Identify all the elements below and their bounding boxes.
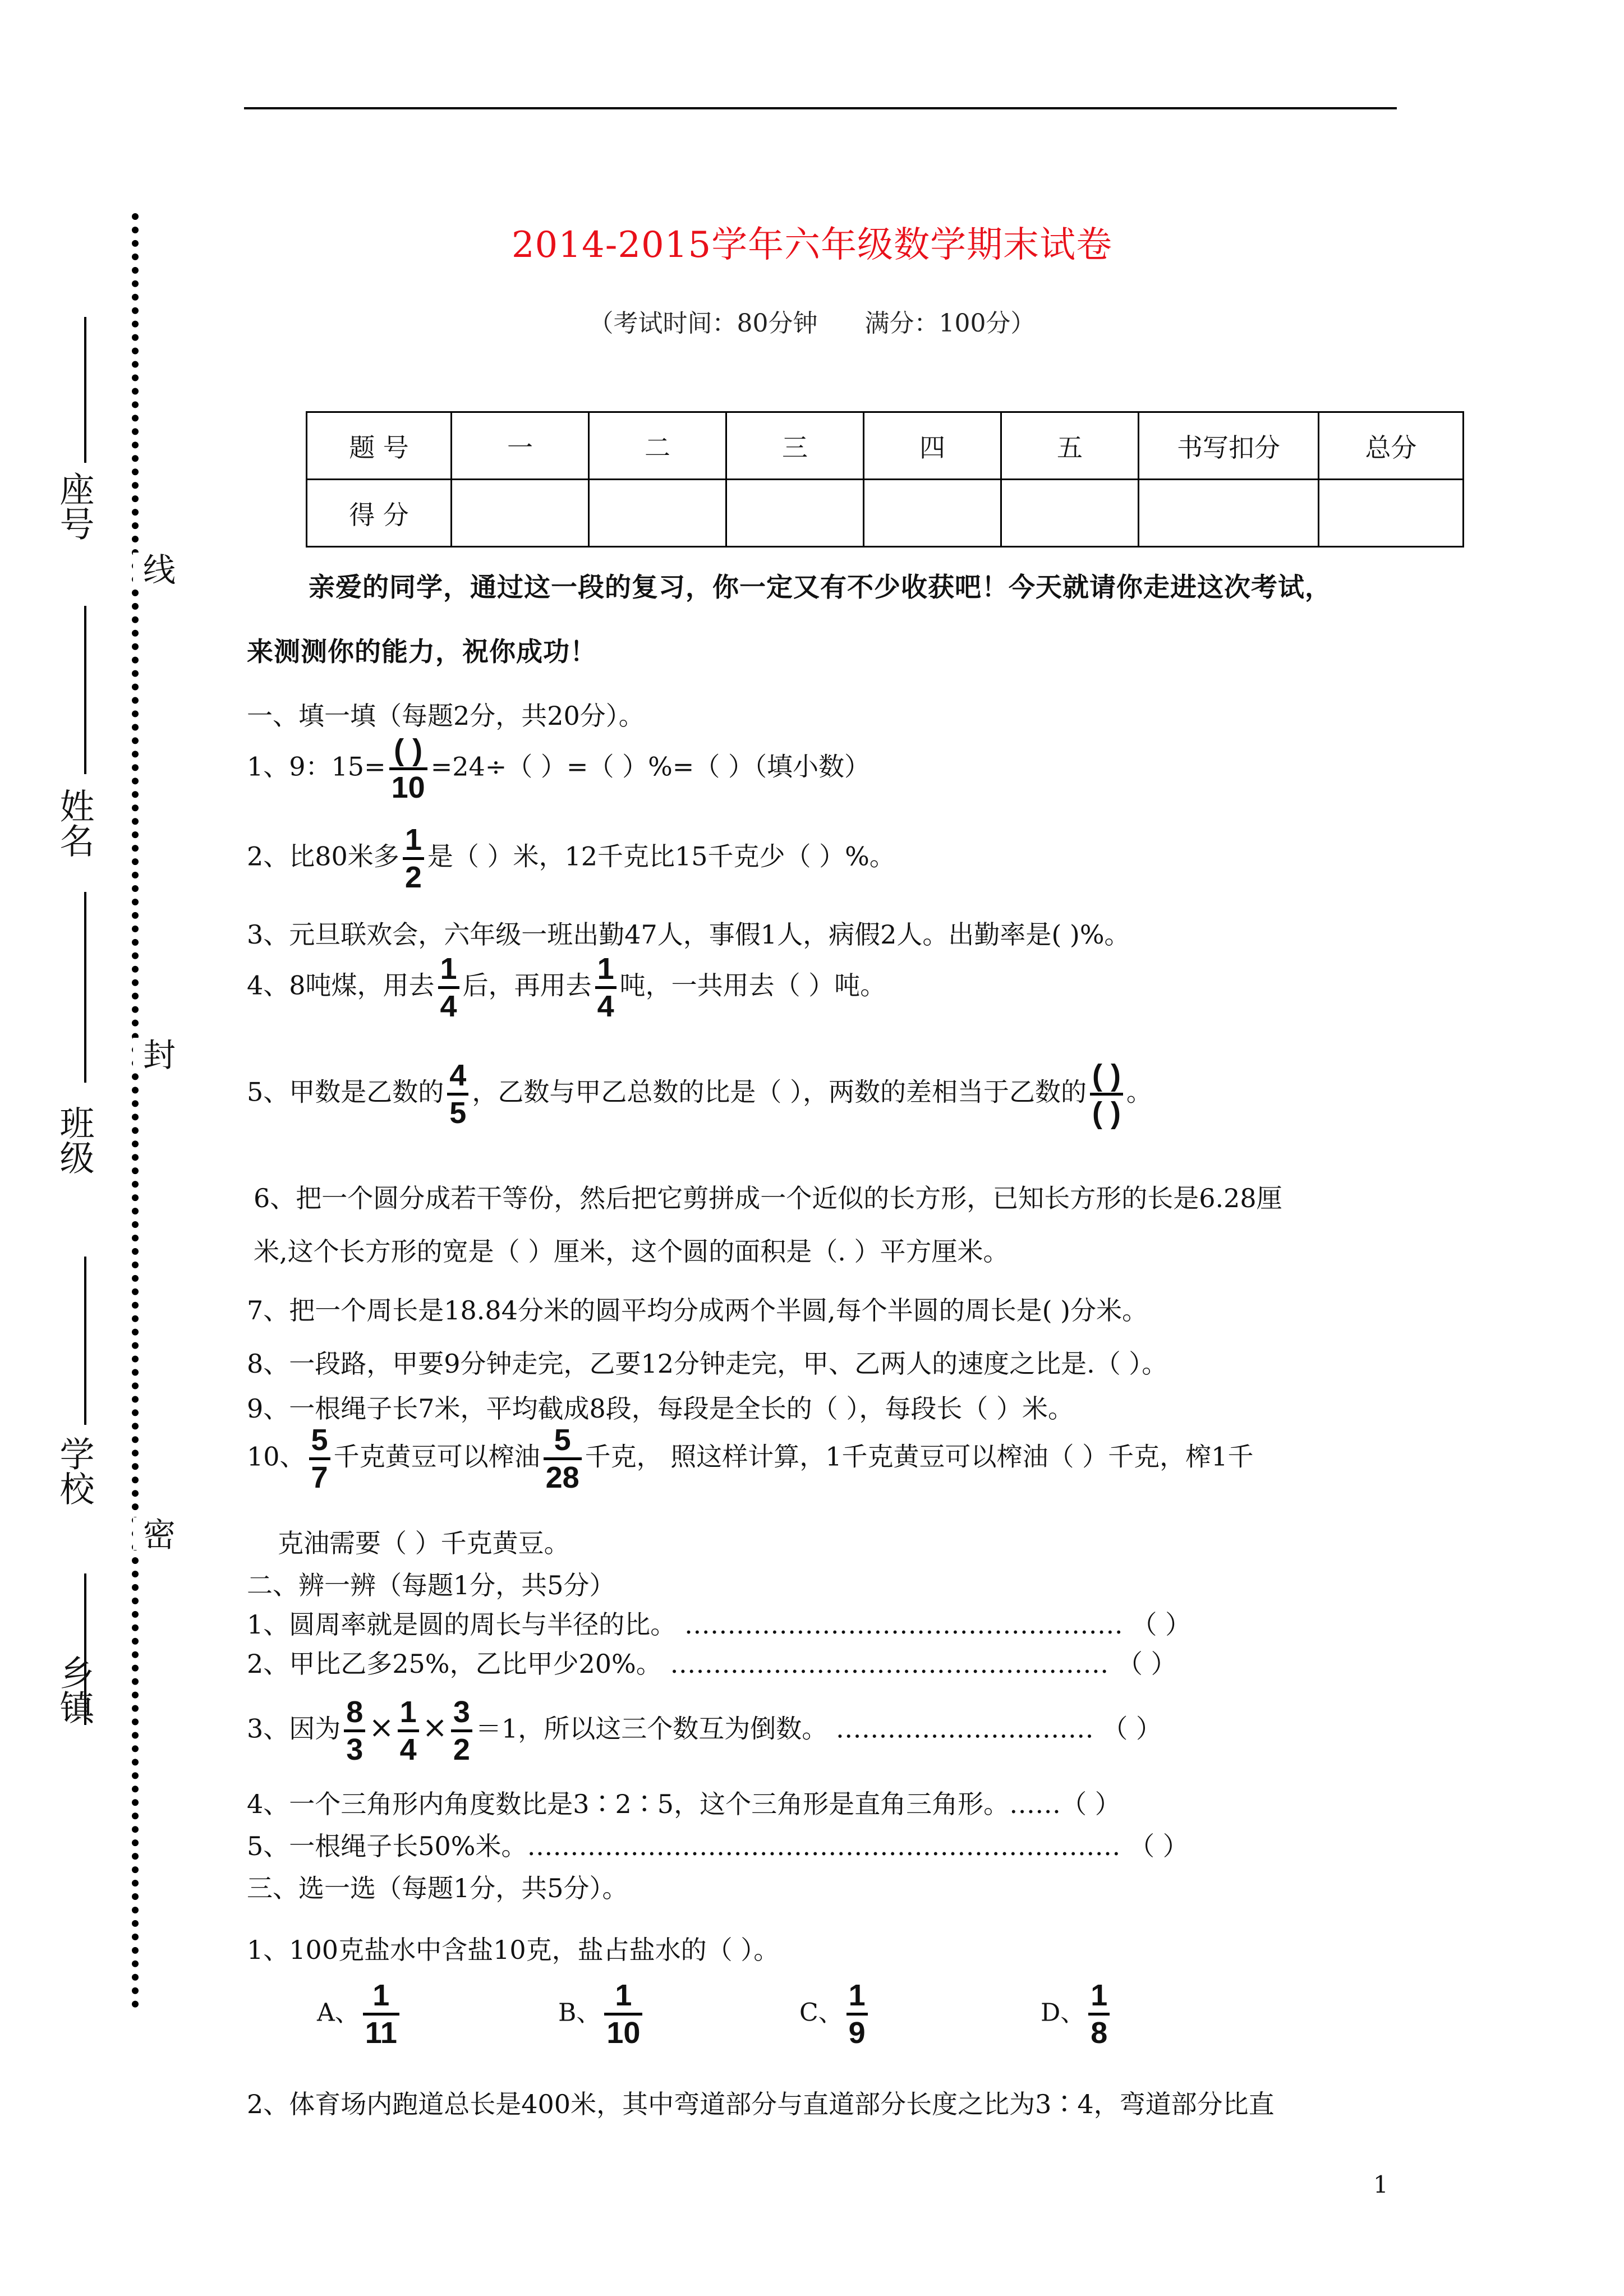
score-table-cell: 题 号	[307, 412, 452, 480]
question-3-1-options	[317, 1980, 1282, 2048]
fraction-denominator: 7	[311, 1461, 328, 1494]
question-1-4	[247, 954, 886, 1022]
score-input-cell[interactable]	[1001, 480, 1139, 547]
q-text: 是（ ）米，12千克比15千克少（ ）%。	[427, 841, 895, 872]
fraction	[438, 954, 459, 1022]
fraction-denominator: 11	[365, 2016, 397, 2050]
page-number: 1	[1373, 2171, 1388, 2198]
fraction	[403, 825, 424, 892]
question-1-2	[247, 825, 895, 892]
fraction-denominator: 4	[440, 990, 457, 1023]
fraction-numerator: ( )	[1090, 1060, 1123, 1096]
seat-label: 座号	[54, 471, 95, 541]
option-label: A、	[317, 1998, 360, 2027]
score-table-cell: 总分	[1319, 412, 1464, 480]
fraction	[1090, 1060, 1123, 1128]
score-input-cell[interactable]	[1139, 480, 1319, 547]
fraction	[344, 1697, 365, 1765]
section1-heading: 一、填一填（每题2分，共20分）。	[247, 701, 645, 731]
question-1-1	[247, 735, 870, 803]
option-label: D、	[1041, 1998, 1085, 2027]
fraction-numerator: ( )	[389, 735, 427, 770]
score-table-cell: 一	[452, 412, 589, 480]
score-input-cell[interactable]	[864, 480, 1001, 547]
score-table	[306, 411, 1464, 547]
section2-heading: 二、辨一辨（每题1分，共5分）	[247, 1570, 615, 1600]
score-table-cell: 四	[864, 412, 1001, 480]
top-rule	[244, 107, 1397, 109]
fraction-numerator: 1	[438, 954, 459, 989]
school-label: 学校	[54, 1436, 95, 1506]
exam-title: 2014-2015学年六年级数学期末试卷	[511, 224, 1113, 266]
score-input-cell[interactable]	[1319, 480, 1464, 547]
fraction	[398, 1697, 419, 1765]
question-2-5: 5、一根绳子长50%米。…………………………………………………………… （ ）	[247, 1831, 1189, 1861]
fraction-denominator: 5	[449, 1096, 467, 1130]
secret-mark: 密	[133, 1517, 180, 1550]
score-row-label: 得 分	[307, 480, 452, 547]
option-a[interactable]	[317, 1980, 558, 2048]
q-text: 3、因为	[247, 1713, 341, 1744]
question-1-9: 9、一根绳子长7米，平均截成8段，每段是全长的（ ），每段长（ ）米。	[247, 1393, 1074, 1424]
score-table-cell: 二	[589, 412, 726, 480]
fraction	[1088, 1980, 1110, 2048]
question-1-3: 3、元旦联欢会，六年级一班出勤47人，事假1人，病假2人。出勤率是( )%。	[247, 919, 1130, 950]
option-d[interactable]	[1041, 1980, 1282, 2048]
score-table-cell: 书写扣分	[1139, 412, 1319, 480]
fraction	[363, 1980, 399, 2048]
class-blank-line	[84, 892, 86, 1083]
name-blank-line	[84, 606, 86, 774]
q-text: 4、8吨煤，用去	[247, 970, 435, 1001]
fraction-numerator: 1	[604, 1980, 642, 2016]
fraction-denominator: 4	[597, 990, 614, 1023]
score-input-cell[interactable]	[452, 480, 589, 547]
fraction-denominator: ( )	[1092, 1096, 1121, 1130]
fraction-denominator: 28	[545, 1461, 579, 1494]
intro-line-2: 来测测你的能力，祝你成功！	[247, 637, 597, 668]
q-text: 2、比80米多	[247, 841, 399, 872]
question-1-7: 7、把一个周长是18.84分米的圆平均分成两个半圆,每个半圆的周长是( )分米。	[247, 1295, 1148, 1326]
score-table-score-row	[307, 480, 1464, 547]
question-3-2: 2、体育场内跑道总长是400米，其中弯道部分与直道部分长度之比为3∶4，弯道部分比直	[247, 2089, 1275, 2119]
question-2-1: 1、圆周率就是圆的周长与半径的比。 …………………………………………… （ ）	[247, 1609, 1191, 1640]
question-1-8: 8、一段路，甲要9分钟走完，乙要12分钟走完，甲、乙两人的速度之比是.（ ）。	[247, 1349, 1168, 1379]
option-c[interactable]	[799, 1980, 1041, 2048]
fraction-numerator: 3	[451, 1697, 472, 1732]
question-1-10b: 克油需要（ ）千克黄豆。	[278, 1528, 570, 1558]
seal-mark: 封	[133, 1038, 180, 1070]
line-mark: 线	[133, 553, 180, 585]
score-input-cell[interactable]	[589, 480, 726, 547]
fraction-denominator: 2	[404, 861, 422, 894]
fraction-denominator: 10	[606, 2016, 641, 2050]
question-2-4: 4、一个三角形内角度数比是3∶2∶5，这个三角形是直角三角形。……（ ）	[247, 1789, 1121, 1819]
score-input-cell[interactable]	[726, 480, 864, 547]
q-text: 。	[1126, 1076, 1152, 1107]
seat-blank-line	[84, 317, 86, 463]
q-text: 后，再用去	[462, 970, 592, 1001]
question-1-6a: 6、把一个圆分成若干等份，然后把它剪拼成一个近似的长方形，已知长方形的长是6.28厘	[254, 1183, 1282, 1213]
option-b[interactable]	[558, 1980, 799, 2048]
fraction-numerator: 4	[447, 1060, 468, 1096]
fraction	[451, 1697, 472, 1765]
q-text: 10、	[247, 1441, 306, 1472]
fraction	[544, 1425, 582, 1493]
fraction-denominator: 4	[399, 1733, 417, 1766]
q-text: ，乙数与甲乙总数的比是（ ），两数的差相当于乙数的	[472, 1076, 1087, 1107]
q-text: ＝1，所以这三个数互为倒数。 ………………………… （ ）	[475, 1713, 1162, 1744]
times-sign: ×	[422, 1709, 448, 1745]
school-blank-line	[84, 1257, 86, 1425]
fraction	[604, 1980, 642, 2048]
fraction-denominator: 3	[346, 1733, 364, 1766]
fraction-numerator: 5	[544, 1425, 582, 1460]
fraction-denominator: 8	[1091, 2016, 1108, 2050]
question-2-2: 2、甲比乙多25%，乙比甲少20%。 …………………………………………… （ ）	[247, 1649, 1177, 1679]
fraction-denominator: 9	[848, 2016, 866, 2050]
binding-dotted-line	[132, 213, 139, 2008]
q-text: 千克， 照这样计算，1千克黄豆可以榨油（ ）千克，榨1千	[585, 1441, 1254, 1472]
name-label: 姓名	[54, 788, 95, 858]
question-1-5	[247, 1060, 1152, 1128]
town-label: 乡镇	[54, 1655, 95, 1724]
fraction	[595, 954, 617, 1022]
fraction-numerator: 1	[595, 954, 617, 989]
fraction-denominator: 10	[391, 771, 425, 804]
fraction	[389, 735, 427, 803]
score-table-cell: 三	[726, 412, 864, 480]
fraction-denominator: 2	[453, 1733, 470, 1766]
section3-heading: 三、选一选（每题1分，共5分）。	[247, 1873, 628, 1903]
intro-line-1: 亲爱的同学，通过这一段的复习，你一定又有不少收获吧！今天就请你走进这次考试，	[309, 572, 1332, 603]
question-1-10	[247, 1425, 1253, 1493]
q-text: 5、甲数是乙数的	[247, 1076, 444, 1107]
class-label: 班级	[54, 1105, 95, 1175]
fraction-numerator: 1	[398, 1697, 419, 1732]
exam-subtitle: （考试时间：80分钟 满分：100分）	[588, 309, 1036, 338]
fraction-numerator: 1	[403, 825, 424, 860]
q-text: 吨，一共用去（ ）吨。	[619, 970, 886, 1001]
fraction	[309, 1425, 330, 1493]
times-sign: ×	[369, 1709, 394, 1745]
score-table-cell: 五	[1001, 412, 1139, 480]
fraction-numerator: 8	[344, 1697, 365, 1732]
question-3-1: 1、100克盐水中含盐10克，盐占盐水的（ ）。	[247, 1935, 780, 1965]
fraction-numerator: 5	[309, 1425, 330, 1460]
question-2-3	[247, 1697, 1162, 1765]
option-label: B、	[558, 1998, 601, 2027]
q-text: 1、9：15=	[247, 751, 386, 782]
q-text: =24÷（ ）=（ ）%=（ ）（填小数）	[430, 751, 870, 782]
option-label: C、	[799, 1998, 843, 2027]
question-1-6b: 米,这个长方形的宽是（ ）厘米，这个圆的面积是（. ）平方厘米。	[254, 1236, 1009, 1267]
q-text: 千克黄豆可以榨油	[333, 1441, 540, 1472]
fraction	[447, 1060, 468, 1128]
score-table-header-row	[307, 412, 1464, 480]
fraction	[846, 1980, 868, 2048]
fraction-numerator: 1	[1088, 1980, 1110, 2016]
fraction-numerator: 1	[846, 1980, 868, 2016]
fraction-numerator: 1	[363, 1980, 399, 2016]
